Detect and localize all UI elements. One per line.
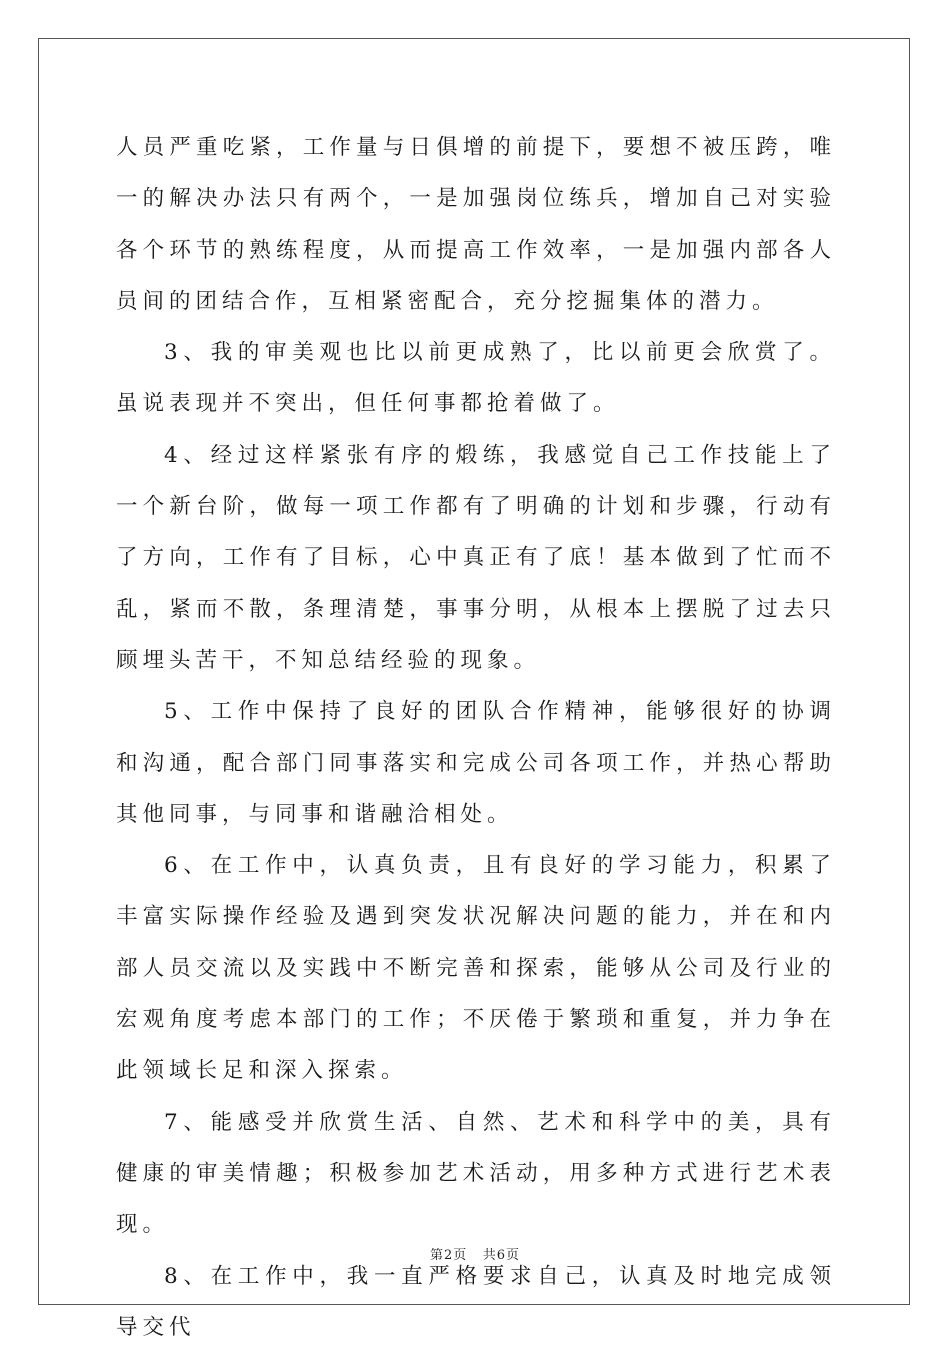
- paragraph-item-3: 3、我的审美观也比以前更成熟了，比以前更会欣赏了。虽说表现并不突出，但任何事都抢着做了。: [116, 340, 836, 417]
- document-body: [116, 122, 836, 1353]
- paragraph-item-7: 7、能感受并欣赏生活、自然、艺术和科学中的美，具有健康的审美情趣；积极参加艺术活动，用多种方式进行艺术表现。: [116, 1109, 836, 1238]
- page-footer: [0, 1244, 950, 1263]
- page-total: 共6页: [482, 1248, 520, 1263]
- paragraph-item-8: 8、在工作中，我一直严格要求自己，认真及时地完成领导交代: [116, 1263, 836, 1340]
- paragraph-continuation: 人员严重吃紧，工作量与日俱增的前提下，要想不被压跨，唯一的解决办法只有两个，一是加强岗位练兵，增加自己对实验各个环节的熟练程度，从而提高工作效率，一是加强内部各人员间的团结合作，互相紧密配合，充分挖掘集体的潜力。: [116, 135, 836, 314]
- paragraph-item-4: 4、经过这样紧张有序的煅练，我感觉自己工作技能上了一个新台阶，做每一项工作都有了明确的计划和步骤，行动有了方向，工作有了目标，心中真正有了底！基本做到了忙而不乱，紧而不散，条理清楚，事事分明，从根本上摆脱了过去只顾埋头苦干，不知总结经验的现象。: [116, 442, 836, 673]
- paragraph-item-5: 5、工作中保持了良好的团队合作精神，能够很好的协调和沟通，配合部门同事落实和完成公司各项工作，并热心帮助其他同事，与同事和谐融洽相处。: [116, 699, 836, 827]
- page-number: 第2页: [430, 1248, 468, 1263]
- paragraph-item-6: 6、在工作中，认真负责，且有良好的学习能力，积累了丰富实际操作经验及遇到突发状况解决问题的能力，并在和内部人员交流以及实践中不断完善和探索，能够从公司及行业的宏观角度考虑本部门的工作；不厌倦于繁琐和重复，并力争在此领域长足和深入探索。: [116, 853, 836, 1084]
